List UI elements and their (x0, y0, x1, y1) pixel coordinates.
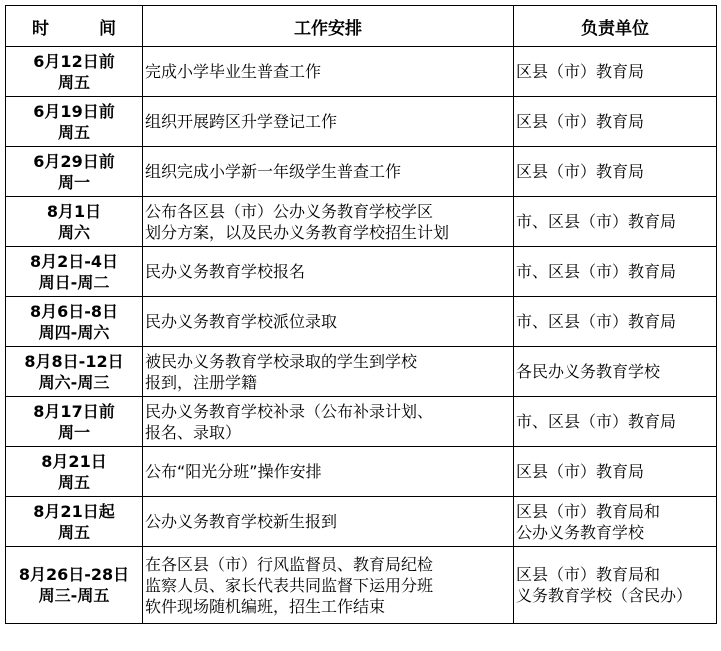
unit-cell (514, 47, 717, 97)
unit-line: 区县（市）教育局 (516, 112, 645, 131)
table-row (6, 97, 717, 147)
date-text: 8月17日前 (33, 401, 115, 421)
unit-line: 义务教育学校（含民办） (516, 586, 693, 605)
unit-cell (514, 247, 717, 297)
unit-line: 区县（市）教育局 (516, 462, 645, 481)
time-cell (6, 547, 143, 624)
task-cell (143, 397, 514, 447)
date-text: 8月1日 (46, 201, 102, 221)
unit-line: 公办义务教育学校 (516, 522, 645, 542)
task-line: 在各区县（市）行风监督员、教育局纪检 (145, 554, 434, 574)
weekday-text: 周六-周三 (38, 372, 110, 392)
weekday-text: 周四-周六 (38, 322, 110, 342)
task-line: 公布各区县（市）公办义务教育学校学区 (145, 201, 434, 221)
time-cell (6, 47, 143, 97)
weekday-text: 周三-周五 (38, 586, 110, 605)
task-cell (143, 247, 514, 297)
date-text: 8月21日 (41, 451, 107, 471)
header-unit: 负责单位 (514, 6, 717, 47)
time-cell (6, 147, 143, 197)
table-row (6, 247, 717, 297)
header-time: 时 间 (6, 6, 143, 47)
header-task: 工作安排 (143, 6, 514, 47)
unit-line: 区县（市）教育局 (516, 162, 645, 181)
unit-cell (514, 547, 717, 624)
date-text: 8月6日-8日 (29, 301, 119, 321)
table-row (6, 47, 717, 97)
unit-line: 各民办义务教育学校 (516, 362, 661, 381)
task-line: 公布“阳光分班”操作安排 (145, 462, 322, 481)
weekday-text: 周一 (57, 422, 90, 442)
table-row (6, 197, 717, 247)
task-cell (143, 447, 514, 497)
task-line: 被民办义务教育学校录取的学生到学校 (145, 351, 418, 371)
task-cell (143, 547, 514, 624)
task-line: 民办义务教育学校派位录取 (145, 312, 338, 331)
date-text: 8月2日-4日 (29, 251, 119, 271)
unit-line: 市、区县（市）教育局 (516, 312, 677, 331)
weekday-text: 周日-周二 (38, 272, 110, 292)
unit-cell (514, 197, 717, 247)
unit-cell (514, 447, 717, 497)
task-cell (143, 97, 514, 147)
time-cell (6, 397, 143, 447)
weekday-text: 周五 (57, 122, 90, 142)
weekday-text: 周五 (57, 472, 90, 492)
task-line: 民办义务教育学校补录（公布补录计划、 (145, 401, 434, 421)
table-row (6, 147, 717, 197)
time-cell (6, 447, 143, 497)
date-text: 6月29日前 (33, 151, 115, 171)
task-cell (143, 497, 514, 547)
task-cell (143, 297, 514, 347)
task-cell (143, 147, 514, 197)
unit-cell (514, 397, 717, 447)
task-line: 公办义务教育学校新生报到 (145, 512, 338, 531)
task-line: 报名、录取） (145, 422, 242, 442)
unit-line: 市、区县（市）教育局 (516, 212, 677, 231)
table-row (6, 397, 717, 447)
unit-line: 区县（市）教育局和 (516, 565, 661, 584)
unit-cell (514, 147, 717, 197)
time-cell (6, 97, 143, 147)
unit-cell (514, 347, 717, 397)
task-cell (143, 197, 514, 247)
table-row (6, 447, 717, 497)
task-line: 组织完成小学新一年级学生普查工作 (145, 162, 402, 181)
table-row (6, 297, 717, 347)
date-text: 8月8日-12日 (24, 351, 124, 371)
weekday-text: 周一 (57, 172, 90, 192)
time-cell (6, 297, 143, 347)
header-row (6, 6, 717, 47)
enrollment-schedule-table (5, 5, 717, 624)
task-line: 组织开展跨区升学登记工作 (145, 112, 338, 131)
unit-cell (514, 297, 717, 347)
time-cell (6, 497, 143, 547)
date-text: 6月19日前 (33, 101, 115, 121)
unit-line: 区县（市）教育局和 (516, 501, 661, 521)
unit-line: 区县（市）教育局 (516, 62, 645, 81)
task-line: 监察人员、家长代表共同监督下运用分班 (145, 575, 434, 595)
weekday-text: 周五 (57, 72, 90, 92)
task-line: 软件现场随机编班，招生工作结束 (145, 596, 386, 616)
unit-cell (514, 97, 717, 147)
date-text: 8月21日起 (33, 501, 115, 521)
task-cell (143, 47, 514, 97)
time-cell (6, 347, 143, 397)
task-cell (143, 347, 514, 397)
task-line: 完成小学毕业生普查工作 (145, 62, 322, 81)
unit-line: 市、区县（市）教育局 (516, 262, 677, 281)
table-row (6, 347, 717, 397)
task-line: 民办义务教育学校报名 (145, 262, 306, 281)
table-row (6, 497, 717, 547)
time-cell (6, 247, 143, 297)
task-line: 划分方案，以及民办义务教育学校招生计划 (145, 222, 450, 242)
task-line: 报到，注册学籍 (145, 372, 258, 392)
date-text: 8月26日-28日 (18, 565, 130, 584)
table-row (6, 547, 717, 624)
unit-cell (514, 497, 717, 547)
date-text: 6月12日前 (33, 51, 115, 71)
time-cell (6, 197, 143, 247)
weekday-text: 周六 (57, 222, 90, 242)
weekday-text: 周五 (57, 522, 90, 542)
unit-line: 市、区县（市）教育局 (516, 412, 677, 431)
